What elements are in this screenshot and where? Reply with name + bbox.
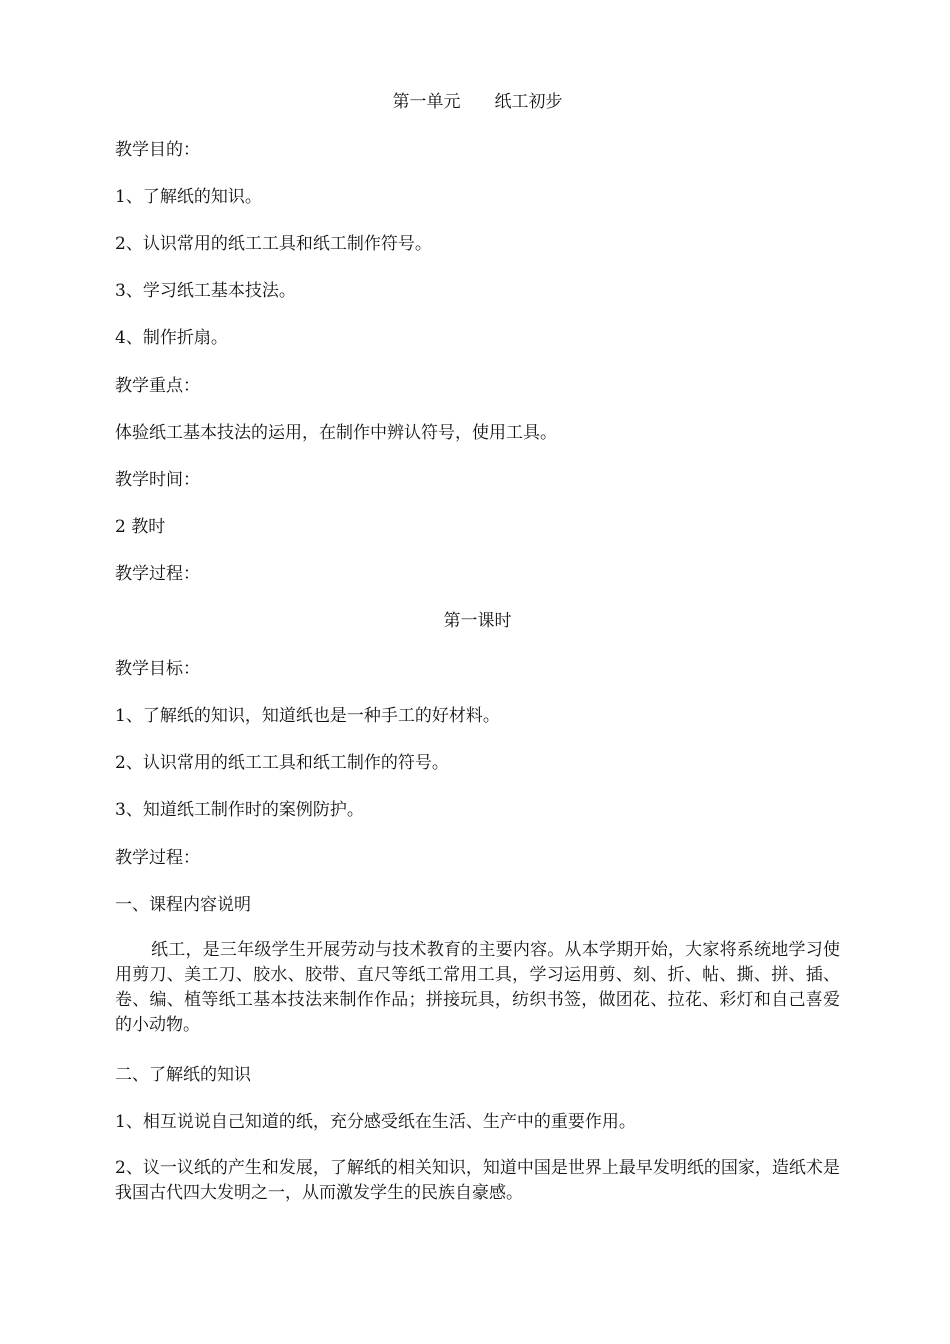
section-item: 2、议一议纸的产生和发展，了解纸的相关知识，知道中国是世界上最早发明纸的国家，造纸术是我国古代四大发明之一，从而激发学生的民族自豪感。 [115,1158,840,1203]
goal-item: 3、知道纸工制作时的案例防护。 [115,800,364,820]
teaching-process-heading-2: 教学过程： [115,848,200,868]
section-heading: 一、课程内容说明 [115,895,251,915]
goal-item: 2、认识常用的纸工工具和纸工制作的符号。 [115,753,449,773]
goals-heading: 教学目标： [115,659,200,679]
document-title: 第一单元 纸工初步 [392,92,563,112]
section-paragraph: 纸工，是三年级学生开展劳动与技术教育的主要内容。从本学期开始，大家将系统地学习使用剪刀、美工刀、胶水、胶带、直尺等纸工常用工具，学习运用剪、刻、折、帖、撕、拼、插、卷、编、植等纸工基本技法来制作作品；拼接玩具，纺织书签，做团花、拉花、彩灯和自己喜爱的小动物。 [115,940,840,1035]
key-points-heading: 教学重点： [115,376,200,396]
teaching-time-heading: 教学时间： [115,470,200,490]
teaching-time-text: 2 教时 [115,517,166,537]
objective-item: 1、了解纸的知识。 [115,187,262,207]
objective-item: 3、学习纸工基本技法。 [115,281,296,301]
section-item: 1、相互说说自己知道的纸，充分感受纸在生活、生产中的重要作用。 [115,1112,636,1132]
objective-item: 2、认识常用的纸工工具和纸工制作符号。 [115,234,432,254]
key-points-text: 体验纸工基本技法的运用，在制作中辨认符号，使用工具。 [115,423,557,443]
objective-item: 4、制作折扇。 [115,328,228,348]
section-heading: 二、了解纸的知识 [115,1065,251,1085]
teaching-process-heading: 教学过程： [115,564,200,584]
lesson-title: 第一课时 [443,611,512,631]
objectives-heading: 教学目的： [115,140,200,160]
goal-item: 1、了解纸的知识，知道纸也是一种手工的好材料。 [115,706,500,726]
